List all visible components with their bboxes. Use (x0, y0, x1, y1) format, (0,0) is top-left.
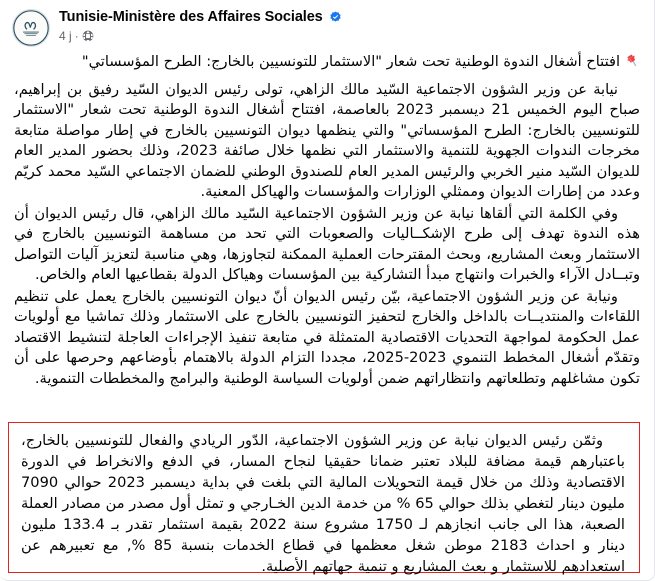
post-message-body (0, 48, 654, 389)
post-author-block (59, 9, 342, 43)
red-highlight-annotation-box (8, 422, 640, 573)
highlighted-paragraph-text: وثمّن رئيس الديوان نيابة عن وزير الشؤون الاجتماعية، الدّور الريادي والفعال للتونسيين بالخارج، باعتبارهم قيمة مضافة للبلاد تعتبر ضمانا حقيقيا لنجاح المسار، في الدفع والانخراط في الدورة الاقتصادية وذلك من خلال قيمة التحويلات المالية التي بلغت في بداية ديسمبر 2023 حوالي 7090 مليون دينار لتغطي بذلك حوالي 65 % من خدمة الدين الخـارجي و تمثل أول مصدر من مصادر العملة الصعبة، هذا الى جانب انجازهم لـ 1750 مشروع سنة 2022 بقيمة استثمار تقدر بـ 133.4 مليون دينار و احداث 2183 موطن شغل معظمها في قطاع الخدمات بنسبة 85 %, مع تعبيرهم عن استعدادهم للاستثمار و بعث المشاريع و تنمية جهاتهم الأصلية. (21, 432, 625, 575)
verified-badge-icon[interactable] (329, 11, 342, 24)
post-paragraph: وفي الكلمة التي ألقاها نيابة عن وزير الشؤون الاجتماعية السّيد مالك الزاهي، قال رئيس الديوان أن هذه الندوة تهدف إلى طرح الإشكــاليات والصعوبات التي تحد من مساهمة التونسيين بالخارج في الاستثمار وبعث المشاريع، وبحث المقترحات العملية الممكنة لتجاوزها، وهي مناسبة لتعزيز آليات التواصل وتبــادل الآراء والخبرات وانتهاج مبدأ التشاركية بين المؤسسات وهياكل الدولة بقطاعيها العام والخاص. (14, 204, 640, 283)
post-paragraph: نيابة عن وزير الشؤون الاجتماعية السّيد مالك الزاهي، تولى رئيس الديوان السّيد رفيق بن إبراهيم، صباح اليوم الخميس 21 ديسمبر 2023 بالعاصمة، افتتاح أشغال الندوة الوطنية تحت شعار "الاستثمار للتونسيين بالخارج: الطرح المؤسساتي" والتي ينظمها ديوان التونسيين بالخارج في إطار مواصلة متابعة مخرجات الندوات الجهوية للتنمية والاستثمار التي نظمها خلال صائفة 2023، وذلك بحضور المدير العام للديوان السّيد منير الخربي والرئيس المدير العام للصندوق الوطني للضمان الاجتماعي السّيد محمد كريّم وعدد من إطارات الديوان وممثلي الوزارات والمؤسسات والهياكل المعنية. (14, 80, 640, 200)
page-avatar-logo[interactable] (12, 9, 50, 47)
globe-icon[interactable] (82, 30, 94, 42)
post-timestamp[interactable]: 4 j (59, 29, 72, 43)
post-headline-text: افتتاح أشغال الندوة الوطنية تحت شعار "الاستثمار للتونسيين بالخارج: الطرح المؤسساتي" (81, 53, 620, 70)
page-name-link[interactable]: Tunisie-Ministère des Affaires Sociales (59, 9, 323, 25)
meta-separator: · (74, 29, 79, 43)
author-name-row (59, 9, 342, 26)
pushpin-emoji (625, 53, 640, 75)
post-meta-row (59, 29, 342, 43)
post-headline-line (14, 52, 640, 75)
post-header (0, 0, 654, 48)
post-paragraph: ونيابة عن وزير الشؤون الاجتماعية، بيّن رئيس الديوان أنّ ديوان التونسيين بالخارج يعمل على تنظيم اللقاءات والمنتديــات بالداخل والخارج لتحفيز التونسيين بالخارج على الاستثمار وذلك تماشيا مع أولويات عمل الحكومة لمواجهة التحديات الاقتصادية المتمثلة في متابعة تنفيذ الإجراءات العاجلة لتنشيط الاقتصاد وتقدّم أشغال المخطط التنموي 2023-2025، مجددا التزام الدولة بالاهتمام بأوضاعهم وحرصها على أن تكون مشاغلهم وتطلعاتهم وانتظاراتهم ضمن أولويات السياسة الوطنية والبرامج والمخططات التنموية. (14, 287, 640, 387)
